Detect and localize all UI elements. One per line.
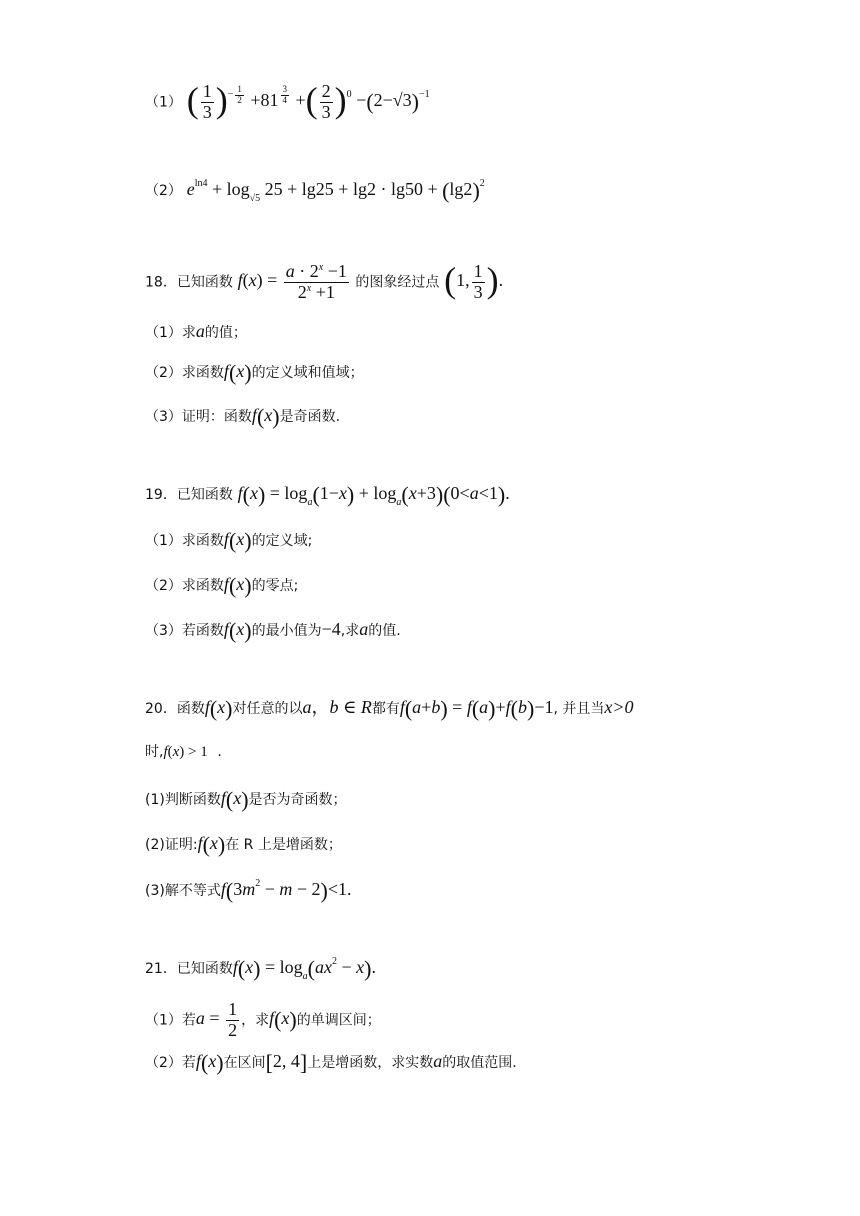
q18-part1-pre: （1）求 xyxy=(145,325,196,341)
fx: f(x) xyxy=(269,1007,297,1033)
q18-part2-pre: （2）求函数 xyxy=(145,365,224,382)
q18-part3 xyxy=(145,406,340,428)
q21-part1-post: 的单调区间； xyxy=(296,1012,381,1029)
q18-part1 xyxy=(145,322,247,340)
q20-stem xyxy=(145,698,634,720)
q20-part2-mid: 在 R 上是增函数； xyxy=(225,837,342,854)
q17-part2 xyxy=(145,178,485,205)
q20-part3 xyxy=(145,880,351,902)
q20-stem-post: , 并且当 xyxy=(553,701,605,718)
q20-stem-prefix: 20．函数 xyxy=(145,701,205,718)
q19-part3-mid2: ,求 xyxy=(340,623,360,640)
q20-stem-mid2: 都有 xyxy=(371,701,400,718)
q21-part2-pre: （2）若 xyxy=(145,1055,196,1072)
q18-part3-post: 是奇函数. xyxy=(279,409,341,426)
q18-point: (1, $\frac{1}{3}$ ). xyxy=(444,260,504,302)
q17-part1-label: （1） xyxy=(145,94,182,111)
q20-part3-post: <1. xyxy=(327,879,352,900)
q18-function-def: f(x) = $\frac{a \cdot 2^x -1}{2^x +1}$ xyxy=(237,261,347,302)
q21-a-value: a = $\frac{1}{2}$ xyxy=(195,999,238,1040)
var-a: a xyxy=(195,321,205,341)
q20-part2-pre: (2)证明: xyxy=(145,837,198,854)
var-a: a xyxy=(359,619,369,640)
q19-part2 xyxy=(145,575,298,597)
q20-condition: x>0 xyxy=(604,697,634,718)
q20-part1 xyxy=(145,789,347,811)
q19-part2-post: 的零点; xyxy=(251,578,299,595)
q19-stem xyxy=(145,482,510,509)
q21-part2-mid: 在区间 xyxy=(223,1055,266,1072)
q20-line2-post: . xyxy=(217,744,222,760)
q21-stem-prefix: 21．已知函数 xyxy=(145,961,233,978)
q19-part3-mid: 的最小值为 xyxy=(251,623,322,640)
q20-vars: a，b ∈ R xyxy=(302,697,372,718)
q19-part2-pre: （2）求函数 xyxy=(145,578,224,595)
q18-part1-post: 的值； xyxy=(204,325,247,341)
q20-part3-expression: $f(3m^2 - m - 2)$ xyxy=(220,878,328,903)
q21-function-def: $f(x) = \log_a(ax^2 - x)$. xyxy=(232,956,376,983)
fx: f(x) xyxy=(223,573,252,598)
q17-part2-label: （2） xyxy=(145,183,182,200)
q21-interval: [2, 4] xyxy=(265,1050,308,1075)
q19-part1-pre: （1）求函数 xyxy=(145,533,224,550)
q19-part1 xyxy=(145,530,312,552)
q19-function-def: $f(x) = \log_a(1-x) + \log_a(x+3)(0<a<1)$. xyxy=(237,482,510,509)
q21-part2-mid2: 上是增函数，求实数 xyxy=(307,1055,434,1072)
fx: f(x) xyxy=(195,1050,224,1075)
q20-part1-pre: (1)判断函数 xyxy=(145,792,221,809)
var-a: a xyxy=(433,1051,443,1072)
q19-part3-pre: （3）若函数 xyxy=(145,623,224,640)
q20-stem-mid: 对任意的以 xyxy=(232,701,303,718)
fx: f(x) xyxy=(223,618,252,643)
q19-part3-post: 的值. xyxy=(368,623,401,640)
q18-part2 xyxy=(145,362,364,384)
fx: f(x) xyxy=(223,528,252,553)
q18-part3-pre: （3）证明：函数 xyxy=(145,409,252,426)
q17-part2-expression: $e^{ln4} + \log_{√5} 25 + \lg 25 + \lg 2 \cdot \lg 50 + (\lg 2)^2$ xyxy=(186,178,485,205)
q21-part1-pre: （1）若 xyxy=(145,1012,196,1029)
q19-min-value: −4 xyxy=(321,619,341,640)
q21-stem xyxy=(145,956,376,983)
q20-part1-post: 是否为奇函数； xyxy=(248,792,347,809)
q18-stem xyxy=(145,262,503,303)
q21-part2 xyxy=(145,1052,517,1074)
q21-part1 xyxy=(145,1000,381,1041)
q18-part2-post: 的定义域和值域； xyxy=(251,365,364,382)
q19-stem-prefix: 19．已知函数 xyxy=(145,487,233,504)
q21-part2-post: 的取值范围. xyxy=(442,1055,517,1072)
q21-part1-mid: ，求 xyxy=(241,1012,270,1029)
fx: f(x) xyxy=(204,696,233,721)
q20-part2 xyxy=(145,834,342,856)
q18-stem-mid: 的图象经过点 xyxy=(355,274,440,291)
q20-equation: f(a+b) = f(a)+f(b)−1 xyxy=(399,696,554,721)
fx: f(x) xyxy=(197,832,226,857)
q19-part3 xyxy=(145,620,401,642)
fx: f(x) xyxy=(251,404,280,429)
fx: f(x) xyxy=(223,360,252,385)
q17-part1 xyxy=(145,82,430,123)
q19-part1-post: 的定义域; xyxy=(251,533,313,550)
q20-part3-pre: (3)解不等式 xyxy=(145,883,221,900)
q20-inequality: f(x) > 1 xyxy=(163,744,208,760)
q20-line2-pre: 时, xyxy=(145,744,164,760)
q20-stem-line2 xyxy=(145,744,222,760)
fx: f(x) xyxy=(220,787,249,812)
q18-stem-prefix: 18．已知函数 xyxy=(145,274,233,291)
q17-part1-expression: ( $\frac{1}{3}$ )$^{- \frac{1}{2}}$ +81 $^{\frac{3}{4}}$ +( $\frac{2}{3}$ )$^0 -(2-√3)^{-1}$ xyxy=(186,80,430,122)
